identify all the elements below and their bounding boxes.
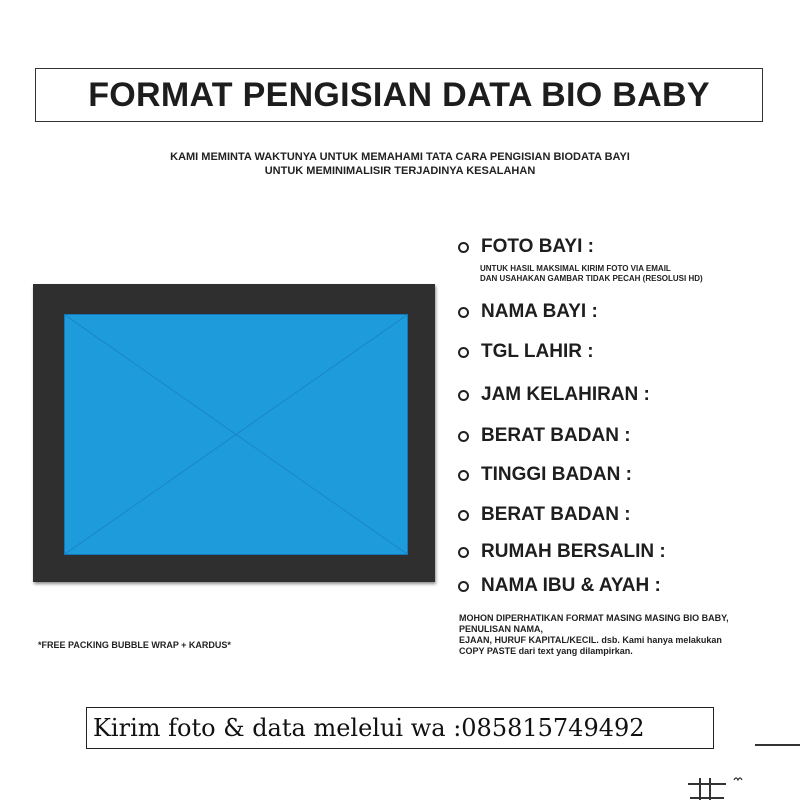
field-nama-ibu-ayah <box>458 575 661 597</box>
bullet-icon <box>458 307 469 318</box>
contact-text: Kirim foto & data melelui wa :085815749492 <box>93 714 645 742</box>
field-foto-bayi-note <box>480 264 703 284</box>
subtitle-line-2: UNTUK MEMINIMALISIR TERJADINYA KESALAHAN <box>264 165 536 177</box>
bullet-icon <box>458 431 469 442</box>
field-rumah-bersalin <box>458 541 666 563</box>
subtitle <box>0 150 800 178</box>
decorative-line <box>755 744 800 746</box>
photo-frame <box>33 284 435 582</box>
note-line-3: EJAAN, HURUF KAPITAL/KECIL. dsb. Kami hanya melakukan <box>459 635 722 645</box>
field-label: NAMA IBU & AYAH : <box>481 575 661 596</box>
field-label: BERAT BADAN : <box>481 425 631 446</box>
field-note-line-2: DAN USAHAKAN GAMBAR TIDAK PECAH (RESOLUSI HD) <box>480 274 703 283</box>
bullet-icon <box>458 347 469 358</box>
bullet-icon <box>458 390 469 401</box>
instruction-note <box>459 613 729 657</box>
bullet-icon <box>458 510 469 521</box>
field-tgl-lahir <box>458 341 594 363</box>
field-note-line-1: UNTUK HASIL MAKSIMAL KIRIM FOTO VIA EMAIL <box>480 264 671 273</box>
photo-placeholder-cross <box>65 315 407 554</box>
field-label: NAMA BAYI : <box>481 301 598 322</box>
bullet-icon <box>458 242 469 253</box>
photo-placeholder <box>64 314 408 555</box>
bullet-icon <box>458 470 469 481</box>
note-line-2: PENULISAN NAMA, <box>459 624 544 634</box>
field-label: JAM KELAHIRAN : <box>481 384 650 405</box>
field-label: BERAT BADAN : <box>481 504 631 525</box>
field-label: TINGGI BADAN : <box>481 464 632 485</box>
note-line-4: COPY PASTE dari text yang dilampirkan. <box>459 646 633 656</box>
field-label: TGL LAHIR : <box>481 341 594 362</box>
field-jam-kelahiran <box>458 384 650 406</box>
bullet-icon <box>458 547 469 558</box>
contact-box <box>86 707 714 749</box>
bullet-icon <box>458 581 469 592</box>
field-foto-bayi <box>458 236 594 258</box>
field-berat-badan-2 <box>458 504 631 526</box>
field-berat-badan <box>458 425 631 447</box>
title-box <box>35 68 763 122</box>
packing-note: *FREE PACKING BUBBLE WRAP + KARDUS* <box>38 640 231 650</box>
field-nama-bayi <box>458 301 598 323</box>
field-tinggi-badan <box>458 464 632 486</box>
field-label: RUMAH BERSALIN : <box>481 541 666 562</box>
field-label: FOTO BAYI : <box>481 236 594 257</box>
note-line-1: MOHON DIPERHATIKAN FORMAT MASING MASING BIO BABY, <box>459 613 729 623</box>
page-title: FORMAT PENGISIAN DATA BIO BABY <box>88 75 710 114</box>
watermark-logo <box>686 774 746 800</box>
subtitle-line-1: KAMI MEMINTA WAKTUNYA UNTUK MEMAHAMI TATA CARA PENGISIAN BIODATA BAYI <box>170 151 630 163</box>
